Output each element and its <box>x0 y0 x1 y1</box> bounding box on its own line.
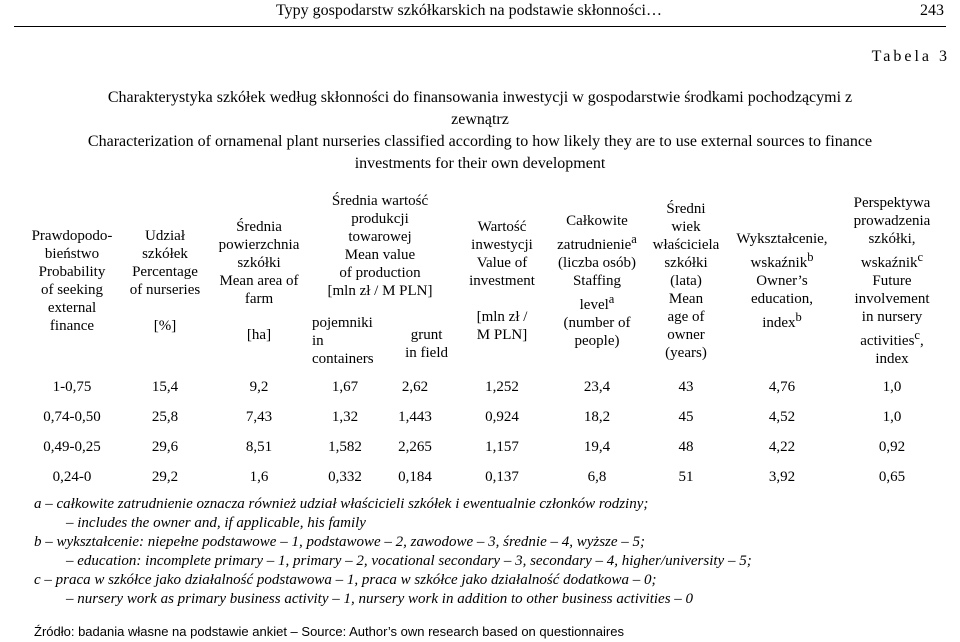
header-text: szkółki <box>664 255 708 271</box>
header-text: of seeking <box>40 282 104 298</box>
header-text: Całkowite <box>566 213 628 229</box>
header-education <box>732 190 832 372</box>
source-note: Źródło: badania własne na podstawie ankiet – Source: Author’s own research based on questionnaires <box>34 624 624 639</box>
caption-en-line2: investments for their own development <box>354 155 606 172</box>
header-area <box>208 190 310 372</box>
header-text: zatrudnienie <box>557 237 632 253</box>
header-text: index <box>762 315 796 331</box>
header-text: of nurseries <box>129 282 201 298</box>
table-cell: 19,4 <box>583 439 611 455</box>
header-rule <box>14 26 946 27</box>
data-table <box>22 190 952 492</box>
header-text: Wykształcenie, <box>736 231 828 247</box>
header-text: bieństwo <box>44 246 100 262</box>
table-cell: 1,157 <box>485 439 519 455</box>
footnote-marker: b <box>795 310 802 324</box>
header-containers <box>312 314 374 368</box>
table-cell: 1-0,75 <box>52 379 92 395</box>
header-text: (years) <box>665 345 707 361</box>
footnote-a-pl: a – całkowite zatrudnienie oznacza również udział właścicieli szkółek i ewentualnie członków rodziny; <box>34 496 649 512</box>
header-text: level <box>579 297 609 313</box>
header-text: Staffing <box>572 273 622 289</box>
table-cell: 1,0 <box>882 409 902 425</box>
header-share <box>122 190 208 372</box>
table-cell: 1,0 <box>882 379 902 395</box>
header-text: Probability <box>38 264 106 280</box>
header-text: age of <box>667 309 705 325</box>
table-cell: 45 <box>678 409 694 425</box>
table-cell: 7,43 <box>245 409 273 425</box>
table-cell: 0,184 <box>398 469 432 485</box>
header-text: Owner’s <box>756 273 808 289</box>
table-cell: 0,49-0,25 <box>43 439 101 455</box>
header-text: education, <box>750 291 814 307</box>
header-text: investment <box>469 273 535 289</box>
table-cell: 0,74-0,50 <box>43 409 101 425</box>
header-text: szkółek <box>142 246 188 262</box>
table-cell: 1,32 <box>331 409 359 425</box>
header-text: containers <box>312 351 374 367</box>
table-row <box>22 372 952 402</box>
table-cell: 3,92 <box>768 469 796 485</box>
header-text: Średnia wartość <box>331 193 429 209</box>
header-text: inwestycji <box>471 237 533 253</box>
table-cell: 29,6 <box>151 439 179 455</box>
header-text: in <box>312 333 324 349</box>
header-field <box>405 326 448 362</box>
table-label: Tabela 3 <box>871 48 950 65</box>
table-cell: 0,924 <box>485 409 519 425</box>
header-text: [mln zł / M PLN] <box>327 283 433 299</box>
table-row <box>22 402 952 432</box>
page-number: 243 <box>920 2 944 19</box>
header-text: [mln zł / <box>476 309 528 325</box>
header-text: Udział <box>145 228 185 244</box>
footnote-c-en: – nursery work as primary business activity – 1, nursery work in addition to other business activities – 0 <box>66 591 694 607</box>
header-text: Percentage <box>132 264 198 280</box>
table-cell: 1,582 <box>328 439 362 455</box>
table-cell: 0,24-0 <box>52 469 92 485</box>
footnote-marker: b <box>807 250 814 264</box>
table-cell: 51 <box>678 469 694 485</box>
header-text: [ha] <box>246 327 272 343</box>
header-text: in field <box>405 345 448 361</box>
header-age <box>640 190 732 372</box>
header-text: (liczba osób) <box>558 255 636 271</box>
footnotes <box>34 495 752 609</box>
table-cell: 8,51 <box>245 439 273 455</box>
header-text: farm <box>244 291 274 307</box>
header-text: Mean value <box>344 247 416 263</box>
header-text: wskaźnik <box>860 255 918 271</box>
footnote-a-en: – includes the owner and, if applicable, his family <box>66 515 366 531</box>
header-employment <box>554 190 640 372</box>
header-text: activities <box>860 333 915 349</box>
table-cell: 0,332 <box>328 469 362 485</box>
header-production <box>310 190 450 372</box>
table-cell: 29,2 <box>151 469 179 485</box>
header-text: Średni <box>666 201 706 217</box>
header-text: Prawdopodo- <box>31 228 113 244</box>
table-caption <box>0 87 960 175</box>
header-text: (number of <box>563 315 631 331</box>
table-cell: 9,2 <box>249 379 269 395</box>
header-text: szkółki <box>237 255 281 271</box>
caption-pl-line2: zewnątrz <box>451 111 509 128</box>
running-head <box>0 0 960 24</box>
table-cell: 2,62 <box>401 379 429 395</box>
header-text: produkcji <box>351 211 409 227</box>
header-text: external <box>47 300 97 316</box>
table-cell: 48 <box>678 439 694 455</box>
footnote-c-pl: c – praca w szkółce jako działalność podstawowa – 1, praca w szkółce jako działalność dodatkowa – 0; <box>34 572 657 588</box>
caption-en-line1: Characterization of ornamenal plant nurseries classified according to how likely they are to use external sources to finance <box>87 133 873 150</box>
table-cell: 4,22 <box>768 439 796 455</box>
header-text: involvement <box>854 291 930 307</box>
footnote-b-pl: b – wykształcenie: niepełne podstawowe – 1, podstawowe – 2, zawodowe – 3, średnie – 4, wyższe – 5; <box>34 534 646 550</box>
header-text: owner <box>667 327 705 343</box>
table-cell: 4,76 <box>768 379 796 395</box>
header-text: people) <box>574 333 620 349</box>
header-probability <box>22 190 122 372</box>
header-text: in nursery <box>861 309 923 325</box>
header-text: Mean <box>668 291 704 307</box>
header-text: właściciela <box>652 237 720 253</box>
header-text: finance <box>49 318 95 334</box>
table-cell: 0,92 <box>878 439 906 455</box>
footnote-b-en: – education: incomplete primary – 1, primary – 2, vocational secondary – 3, secondary – 4, higher/university – 5; <box>66 553 752 569</box>
header-text: M PLN] <box>476 327 528 343</box>
table-cell: 0,137 <box>485 469 519 485</box>
table-row <box>22 432 952 462</box>
table-row <box>22 462 952 492</box>
header-text: powierzchnia <box>218 237 300 253</box>
table-cell: 43 <box>678 379 694 395</box>
header-text: of production <box>339 265 421 281</box>
header-text: index <box>875 351 909 367</box>
footnote-marker: a <box>631 232 637 246</box>
header-text: Średnia <box>236 219 282 235</box>
header-text: Mean area of <box>219 273 299 289</box>
table-cell: 15,4 <box>151 379 179 395</box>
header-text: Future <box>872 273 912 289</box>
table-cell: 23,4 <box>583 379 611 395</box>
header-text: Wartość <box>477 219 527 235</box>
table-cell: 1,252 <box>485 379 519 395</box>
header-text: Perspektywa <box>853 195 931 211</box>
header-text: , <box>919 333 924 349</box>
footnote-marker: c <box>917 250 924 264</box>
caption-pl-line1: Charakterystyka szkółek według skłonności do finansowania inwestycji w gospodarstwie środkami pochodzącymi z <box>107 89 853 106</box>
table-cell: 6,8 <box>587 469 607 485</box>
header-prospects <box>832 190 952 372</box>
table-cell: 0,65 <box>878 469 906 485</box>
footnote-marker: a <box>608 292 615 306</box>
header-text: towarowej <box>348 229 412 245</box>
production-title <box>312 192 448 300</box>
table-cell: 2,265 <box>398 439 432 455</box>
header-text: wiek <box>671 219 701 235</box>
header-text: [%] <box>153 318 177 334</box>
header-text: (lata) <box>670 273 702 289</box>
table-cell: 1,67 <box>331 379 359 395</box>
header-text: pojemniki <box>312 315 373 331</box>
header-text: prowadzenia <box>853 213 931 229</box>
header-text: grunt <box>410 327 443 343</box>
table-cell: 25,8 <box>151 409 179 425</box>
table-cell: 1,6 <box>249 469 269 485</box>
table-cell: 18,2 <box>583 409 611 425</box>
table-cell: 4,52 <box>768 409 796 425</box>
header-text: wskaźnik <box>750 255 808 271</box>
footnote-marker: c <box>914 328 920 342</box>
header-investment <box>450 190 554 372</box>
table-cell: 1,443 <box>398 409 432 425</box>
production-header-block <box>312 192 448 372</box>
header-text: Value of <box>476 255 528 271</box>
running-title: Typy gospodarstw szkółkarskich na podstawie skłonności… <box>276 2 662 19</box>
header-text: szkółki, <box>868 231 916 247</box>
